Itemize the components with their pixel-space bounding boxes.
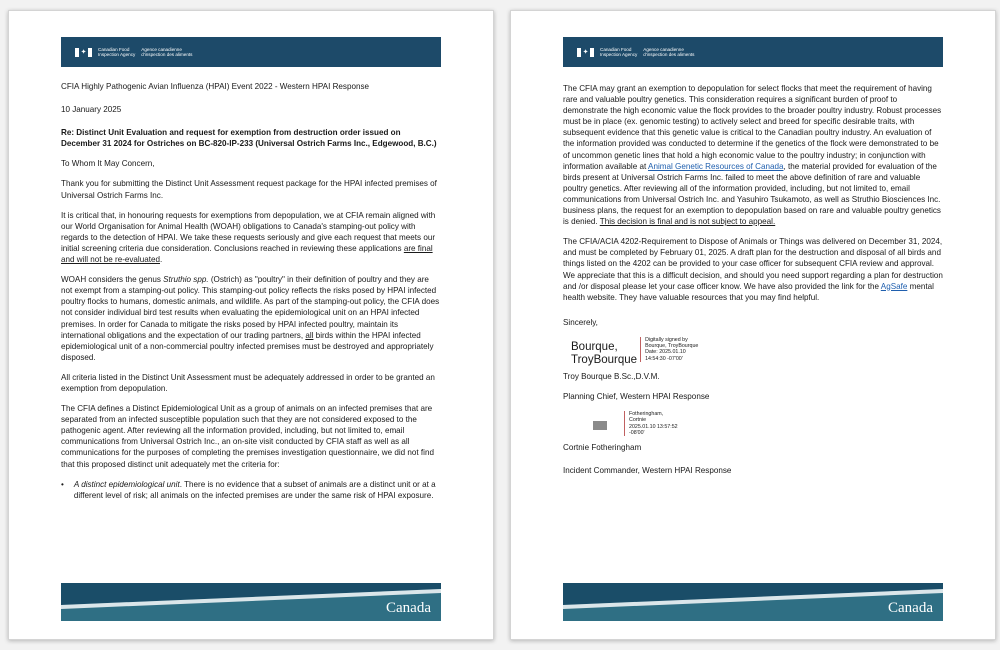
agency-name-en: Canadian Food Inspection Agency	[98, 46, 136, 57]
closing: Sincerely,	[563, 317, 598, 327]
digital-signature-fotheringham	[593, 411, 943, 436]
bullet-text: A distinct epidemiological unit. There is no evidence that a subset of animals are a distinct unit or at a different level of risk; all animals on the infected premises are under the same risk of HPAI exposure.	[73, 479, 436, 500]
digital-signature-bourque	[563, 337, 943, 367]
paragraph-distinct-unit: The CFIA defines a Distinct Epidemiological Unit as a group of animals on an infected premises that are separated from an infected susceptible population such that they are not considered exposed to the pathogenic agent. After reviewing all the information provided, including, but not limited to, email communications from Universal Ostrich Inc., an on-site visit conducted by CFIA staff as well as all communications for the purposes of completing the premises investigation questionnaire, we did not find that this proposed distinct unit adequately met the criteria for:	[61, 404, 434, 469]
footer-wedge-graphic	[563, 583, 943, 621]
salutation: To Whom It May Concern,	[61, 159, 155, 169]
letter-page-1	[8, 10, 494, 640]
letter-title: CFIA Highly Pathogenic Avian Influenza (HPAI) Event 2022 - Western HPAI Response	[61, 82, 370, 91]
agency-name	[600, 47, 694, 58]
paragraph-disposal-order: The CFIA/ACIA 4202-Requirement to Dispose of Animals or Things was delivered on December 31, 2024, and must be completed by February 01, 2025. A draft plan for the destruction and disposal of all birds and things listed on the 4202 can be provided to your case officer for subsequent CFIA review and approval. We appreciate that this is a difficult decision, and should you need support regarding a plan for destruction and /or disposal please let your case officer know. We have also provided the link for the AgSafe mental health website. They have valuable resources that you may find helpful.	[563, 237, 943, 302]
genus-name: Struthio spp.	[163, 275, 209, 285]
canada-flag-icon: ✦	[577, 48, 594, 57]
signer-name-fotheringham: Cortnie Fotheringham	[563, 443, 642, 453]
paragraph-stamping-out: WOAH considers the genus Struthio spp. (Ostrich) as "poultry" in their definition of poultry and they are not exempt from a stamping-out policy. This stamping-out policy reflects the risks posed by HPAI infected poultry flocks to humans, domestic animals, and wildlife. As part of the stamping-out policy, the CFIA does not consider individual bird test results when evaluating the epidemiological unit on an HPAI infected premises. In order for Canada to mitigate the risks posed by HPAI infected poultry, maintain its international obligations and the expectation of our trading partners, all birds within the HPAI infected epidemiological unit of a non-commercial poultry infected premises must be destroyed and appropriately disposed.	[61, 275, 440, 362]
canada-footer-banner	[563, 583, 943, 621]
canada-footer-banner	[61, 583, 441, 621]
paragraph-woah-obligations: It is critical that, in honouring requests for exemptions from depopulation, we at CFIA remain aligned with our World Organisation for Animal Health (WOAH) obligations to Canada's stamping-out policy with regards to the detection of HPAI. We take these requests seriously and give each request that meets our initial screening criteria due consideration. Conclusions reached in reviewing these applications are final and will not be re-evaluated.	[61, 210, 436, 265]
final-decision-underlined: are final and will not be re-evaluated	[61, 243, 433, 265]
not-subject-to-appeal-underlined: This decision is final and is not subject to appeal.	[599, 217, 776, 227]
agency-name-fr: Agence canadienne d'inspection des aliments	[643, 46, 695, 57]
agency-name	[98, 47, 192, 58]
subject-line: Re: Distinct Unit Evaluation and request for exemption from destruction order issued on December 31 2024 for Ostriches on BC-820-IP-233 (Universal Ostrich Farms Inc., Edgewood, B.C.)	[61, 128, 437, 149]
signature-name: Bourque, TroyBourque	[571, 340, 638, 366]
signature-image	[593, 421, 607, 430]
paragraph-criteria: All criteria listed in the Distinct Unit Assessment must be adequately addressed in order to be granted an exemption from depopulation.	[61, 372, 435, 393]
cfia-header-banner	[563, 37, 943, 67]
agency-name-fr: Agence canadienne d'inspection des aliments	[141, 46, 193, 57]
bullet-marker: •	[61, 479, 64, 489]
all-underlined: all	[305, 330, 314, 340]
signer-name-bourque: Troy Bourque B.Sc.,D.V.M.	[563, 371, 660, 381]
signature-details: Fotheringham, Cortnie 2025.01.10 13:57:52 -08'00'	[624, 411, 678, 436]
paragraph-genetics-exemption: The CFIA may grant an exemption to depopulation for select flocks that meet the requirement of having rare and valuable poultry genetics. This consideration requires a significant burden of proof to demonstrate the high economic value the flock provides to the broader poultry industry. Robust processes must be in place (ex. genomic testing) to actively select and breed for specific desirable traits, with subsequent evidence that this genetic value is critical to the Canadian poultry industry. An evaluation of the information provided was conducted to determine if the genetics of the flock were demonstrated to be of uncommon genetic lines that hold a high economic value to the poultry industry; in conjunction with information available at Animal Genetic Resources of Canada, the material provided for evaluation of the birds present at Universal Ostrich Farms Inc. failed to meet the above definition of rare and valuable poultry genetics. After reviewing all of the information provided, including, but not limited to, email communications from Universal Ostrich Inc. and Yasuhiro Tsukamoto, as well as Struthio Biosciences Inc. business plans, the request for an exemption to depopulation based on rare and valuable poultry genetics is denied. This decision is final and is not subject to appeal.	[563, 84, 942, 227]
signer-title-bourque: Planning Chief, Western HPAI Response	[563, 391, 710, 401]
bullet-item	[61, 479, 441, 501]
letter-date: 10 January 2025	[61, 105, 122, 115]
signature-details: Digitally signed by Bourque, TroyBourque Date: 2025.01.10 14:54:30 -07'00'	[640, 337, 698, 362]
letter-body-page-2	[563, 83, 943, 485]
canada-flag-icon: ✦	[75, 48, 92, 57]
paragraph-thanks: Thank you for submitting the Distinct Unit Assessment request package for the HPAI infected premises of Universal Ostrich Farms Inc.	[61, 179, 437, 200]
agsafe-link[interactable]: AgSafe	[880, 281, 908, 291]
cfia-header-banner	[61, 37, 441, 67]
animal-genetic-resources-link[interactable]: Animal Genetic Resources of Canada	[648, 161, 784, 171]
letter-page-2	[510, 10, 996, 640]
letter-body-page-1	[61, 81, 441, 501]
canada-wordmark: Canada	[386, 600, 431, 616]
canada-wordmark: Canada	[888, 600, 933, 616]
signer-title-fotheringham: Incident Commander, Western HPAI Response	[563, 466, 732, 476]
agency-name-en: Canadian Food Inspection Agency	[600, 46, 638, 57]
footer-wedge-graphic	[61, 583, 441, 621]
